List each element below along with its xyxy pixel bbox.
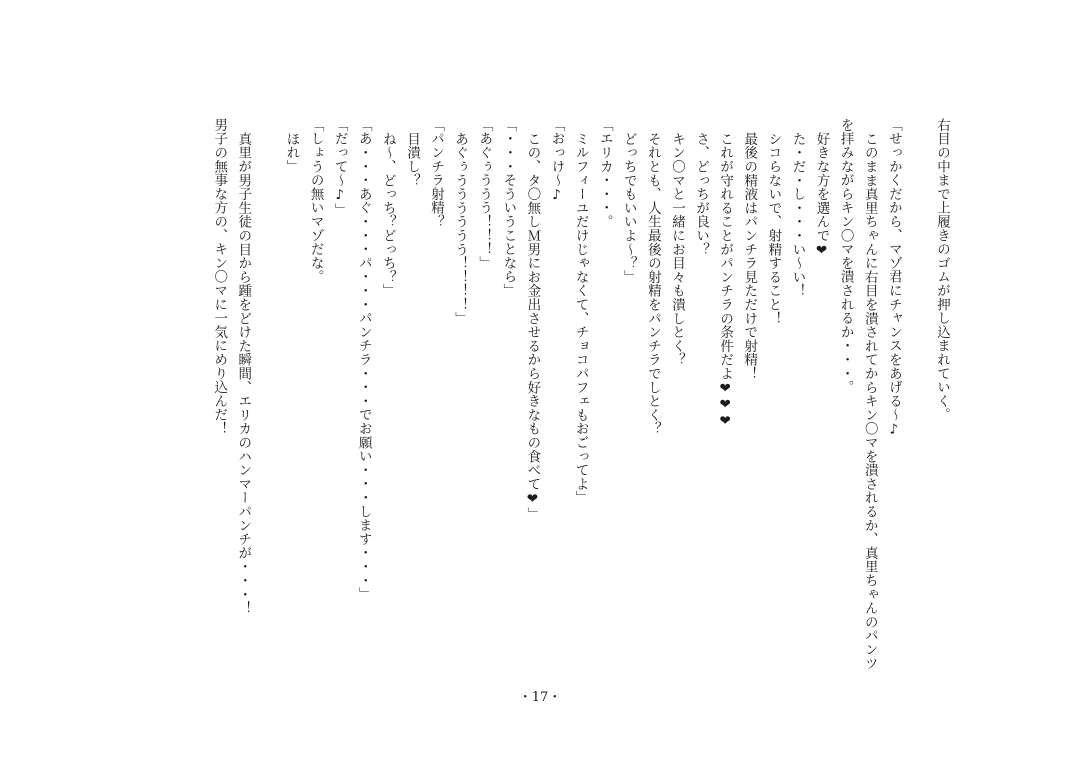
- text-line: キン〇マと一緒にお目々も潰しとく？: [668, 131, 685, 367]
- text-line: あぐぅうううううう！！！！」: [452, 131, 469, 325]
- text-line: 目潰し？: [403, 131, 420, 187]
- text-line: た・だ・し・・・い〜い！: [789, 131, 806, 298]
- text-line: これが守れることがパンチラの条件だよ❤❤❤: [717, 131, 734, 429]
- text-line: 「パンチラ射精？: [428, 118, 445, 229]
- text-line: ね〜、どっち？どっち？」: [379, 131, 396, 298]
- text-line: 「おっけ〜♪: [548, 118, 565, 204]
- text-line: 「あぐぅううう！！！」: [476, 118, 493, 270]
- text-line: 「エリカ・・・。: [596, 118, 613, 229]
- text-line: 「・・・そういうことなら」: [500, 118, 517, 298]
- text-line: を拝みながらキン〇マを潰されるか・・・。: [837, 118, 854, 394]
- text-line: 好きな方を選んで❤: [813, 131, 830, 259]
- text-line: このまま真里ちゃんに右目を潰されてからキン〇マを潰されるか、真里ちゃんのパンツ: [861, 131, 878, 670]
- text-line: ほれ」: [283, 131, 300, 173]
- text-line: 真里が男子生徒の目から踵をどけた瞬間、エリカのハンマーパンチが・・・！: [235, 131, 252, 615]
- text-line: 「あ・・・あぐ・・・パ・・・パンチラ・・・でお願い・・・します・・・」: [355, 118, 372, 601]
- vertical-text-block: [207, 118, 954, 670]
- text-line: [255, 118, 279, 658]
- text-line: 「せっかくだから、マゾ君にチャンスをあげる〜♪: [885, 118, 902, 438]
- text-line: シコらないで、射精すること！: [765, 131, 782, 325]
- text-line: この、タ〇無しＭ男にお金出させるから好きなもの食べて❤」: [524, 131, 541, 521]
- text-line: どっちでもいいよ〜？」: [620, 131, 637, 284]
- text-line: さ、どっちが良い？: [693, 131, 710, 256]
- text-line: 「しょうの無いマゾだな。: [307, 118, 324, 284]
- text-line: ミルフィーユだけじゃなくて、チョコパフェもおごってよ」: [572, 131, 589, 505]
- text-line: 右目の中まで上履きのゴムが押し込まれていく。: [934, 118, 950, 422]
- page-number: ・17・: [518, 690, 562, 705]
- text-line: 「だって〜♪」: [331, 118, 348, 218]
- text-line: 男子の無事な方の、キン〇マに一気にめり込んだ！: [211, 118, 228, 436]
- text-line: 最後の精液はパンチラ見ただけで射精！: [741, 131, 758, 380]
- text-line: それとも、人生最後の射精をパンチラでしとく？: [644, 131, 661, 436]
- text-line: [906, 118, 930, 658]
